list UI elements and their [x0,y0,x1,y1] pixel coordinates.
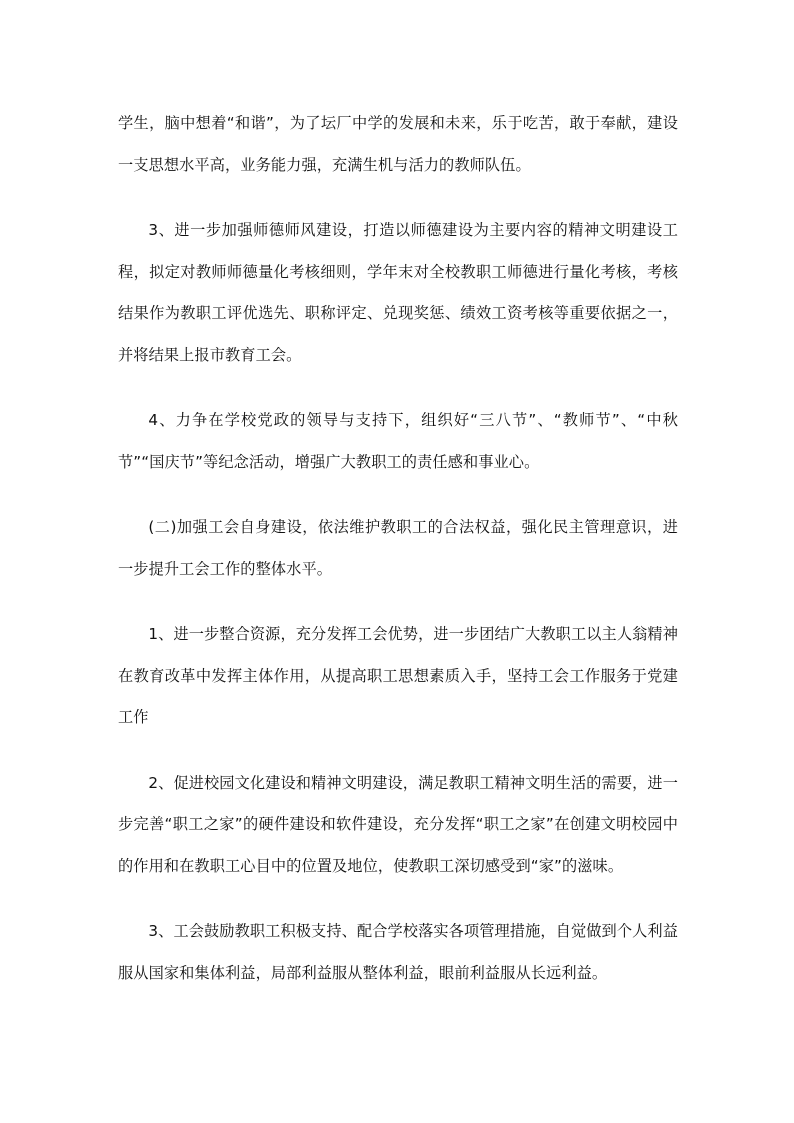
paragraph-continuation: 学生，脑中想着“和谐”，为了坛厂中学的发展和未来，乐于吃苦，敢于奉献，建设一支思想水平高，业务能力强，充满生机与活力的教师队伍。 [118,114,678,174]
paragraph-item-2-culture: 2、促进校园文化建设和精神文明建设，满足教职工精神文明生活的需要，进一步完善“职工之家”的硬件建设和软件建设，充分发挥“职工之家”在创建文明校园中的作用和在教职工心目中的位置及地位，使教职工深切感受到“家”的滋味。 [118,773,678,875]
paragraph-item-4-activities: 4、力争在学校党政的领导与支持下，组织好“三八节”、“教师节”、“中秋节”“国庆节”等纪念活动，增强广大教职工的责任感和事业心。 [118,411,678,471]
paragraph-section-2-heading: (二)加强工会自身建设，依法维护教职工的合法权益，强化民主管理意识，进一步提升工会工作的整体水平。 [118,518,678,578]
paragraph-item-3-support: 3、工会鼓励教职工积极支持、配合学校落实各项管理措施，自觉做到个人利益服从国家和集体利益，局部利益服从整体利益，眼前利益服从长远利益。 [118,922,678,982]
document-body [118,103,678,1018]
paragraph-item-1-resources: 1、进一步整合资源，充分发挥工会优势，进一步团结广大教职工以主人翁精神在教育改革中发挥主体作用，从提高职工思想素质入手，坚持工会工作服务于党建工作 [118,625,678,726]
paragraph-item-3-ethics: 3、进一步加强师德师风建设，打造以师德建设为主要内容的精神文明建设工程，拟定对教师师德量化考核细则，学年末对全校教职工师德进行量化考核，考核结果作为教职工评优选先、职称评定、兑现奖惩、绩效工资考核等重要依据之一，并将结果上报市教育工会。 [118,221,678,364]
